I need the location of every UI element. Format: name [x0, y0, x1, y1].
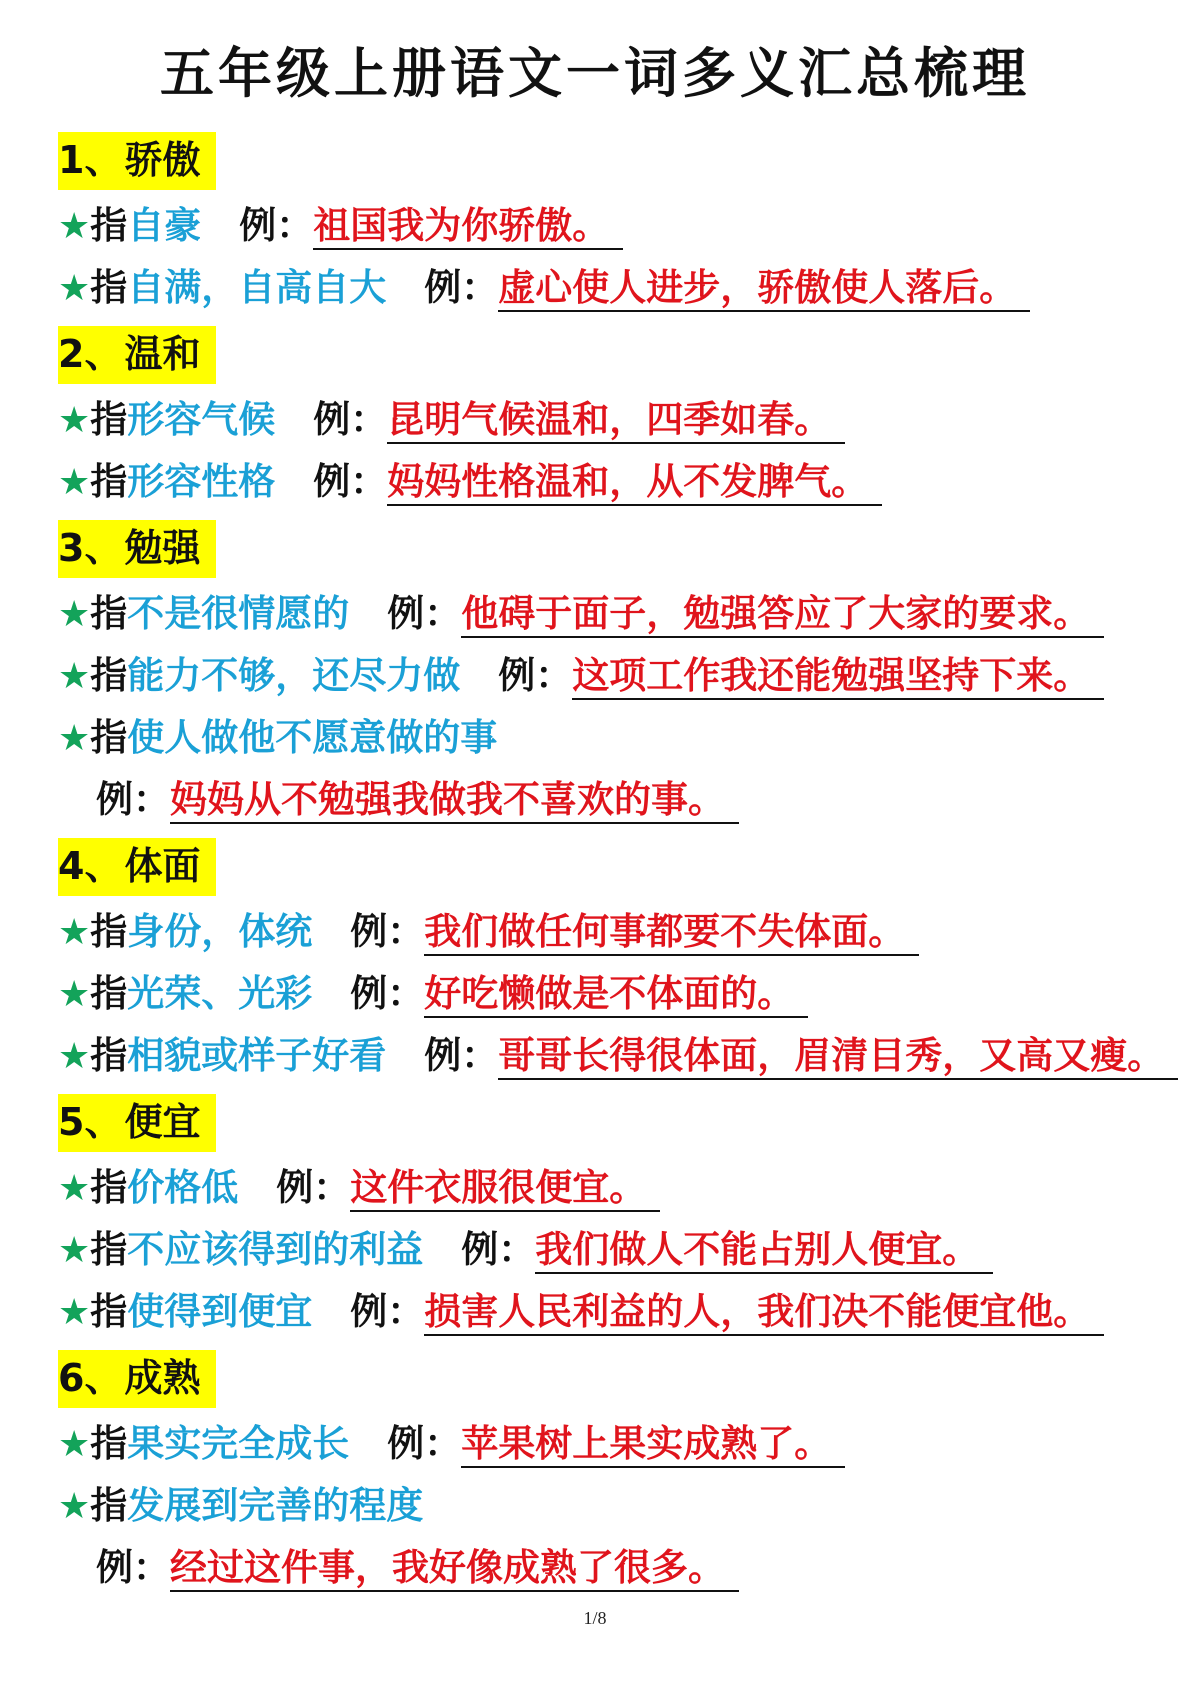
star-icon: ★ — [58, 400, 91, 441]
section-number: 4、 — [58, 844, 123, 888]
zhi-label: 指 — [90, 266, 128, 309]
section-number: 1、 — [58, 138, 123, 182]
section-heading — [58, 1094, 216, 1152]
star-icon: ★ — [58, 206, 91, 247]
star-icon: ★ — [58, 1292, 91, 1333]
zhi-label: 指 — [90, 460, 128, 503]
meaning-text: 相貌或样子好看 — [127, 1034, 387, 1077]
zhi-label: 指 — [90, 972, 128, 1015]
section-number: 6、 — [58, 1356, 123, 1400]
example-label: 例： — [313, 398, 388, 441]
section — [58, 1094, 1168, 1350]
star-icon: ★ — [58, 1036, 91, 1077]
star-icon: ★ — [58, 912, 91, 953]
example-label: 例： — [313, 460, 388, 503]
example-sentence: 昆明气候温和，四季如春。 — [387, 398, 845, 444]
zhi-label: 指 — [90, 1166, 128, 1209]
zhi-label: 指 — [90, 654, 128, 697]
example-label: 例： — [276, 1166, 351, 1209]
section-number: 2、 — [58, 332, 123, 376]
zhi-label: 指 — [90, 1228, 128, 1271]
meaning-text: 不应该得到的利益 — [127, 1228, 424, 1271]
section-word: 体面 — [124, 844, 201, 888]
meaning-entry — [58, 1032, 1168, 1094]
meaning-text: 形容气候 — [127, 398, 276, 441]
meaning-text: 使得到便宜 — [127, 1290, 313, 1333]
section — [58, 1350, 1168, 1606]
zhi-label: 指 — [90, 910, 128, 953]
star-icon: ★ — [58, 1230, 91, 1271]
example-sentence: 经过这件事，我好像成熟了很多。 — [170, 1546, 739, 1592]
meaning-text: 身份，体统 — [127, 910, 313, 953]
section-heading — [58, 132, 216, 190]
section — [58, 132, 1168, 326]
meaning-entry — [58, 1420, 1168, 1482]
section-word: 便宜 — [124, 1100, 201, 1144]
meaning-entry — [58, 1164, 1168, 1226]
example-label: 例： — [350, 910, 425, 953]
zhi-label: 指 — [90, 592, 128, 635]
star-icon: ★ — [58, 718, 91, 759]
example-line — [58, 776, 1168, 838]
section-number: 5、 — [58, 1100, 123, 1144]
example-label: 例： — [424, 1034, 499, 1077]
example-label: 例： — [387, 1422, 462, 1465]
meaning-entry — [58, 264, 1168, 326]
meaning-entry — [58, 1482, 1168, 1544]
example-sentence: 好吃懒做是不体面的。 — [424, 972, 808, 1018]
meaning-text: 自豪 — [127, 204, 202, 247]
example-sentence: 妈妈性格温和，从不发脾气。 — [387, 460, 882, 506]
meaning-entry — [58, 970, 1168, 1032]
star-icon: ★ — [58, 1168, 91, 1209]
page-number: 1/8 — [583, 1608, 607, 1628]
section — [58, 326, 1168, 520]
example-sentence: 我们做任何事都要不失体面。 — [424, 910, 919, 956]
meaning-entry — [58, 908, 1168, 970]
zhi-label: 指 — [90, 1290, 128, 1333]
meaning-text: 发展到完善的程度 — [127, 1484, 424, 1527]
meaning-text: 果实完全成长 — [127, 1422, 350, 1465]
section-heading — [58, 520, 216, 578]
zhi-label: 指 — [90, 398, 128, 441]
zhi-label: 指 — [90, 716, 128, 759]
zhi-label: 指 — [90, 204, 128, 247]
meaning-text: 价格低 — [127, 1166, 239, 1209]
zhi-label: 指 — [90, 1034, 128, 1077]
example-sentence: 我们做人不能占别人便宜。 — [535, 1228, 993, 1274]
meaning-entry — [58, 202, 1168, 264]
section-word: 成熟 — [124, 1356, 201, 1400]
section-heading — [58, 838, 216, 896]
example-sentence: 他碍于面子，勉强答应了大家的要求。 — [461, 592, 1104, 638]
meaning-text: 能力不够，还尽力做 — [127, 654, 461, 697]
example-label: 例： — [461, 1228, 536, 1271]
example-sentence: 哥哥长得很体面，眉清目秀，又高又瘦。 — [498, 1034, 1178, 1080]
example-label: 例： — [239, 204, 314, 247]
meaning-text: 自满，自高自大 — [127, 266, 387, 309]
example-sentence: 损害人民利益的人，我们决不能便宜他。 — [424, 1290, 1104, 1336]
example-sentence: 这件衣服很便宜。 — [350, 1166, 660, 1212]
example-label: 例： — [96, 778, 170, 821]
star-icon: ★ — [58, 268, 91, 309]
meaning-text: 不是很情愿的 — [127, 592, 350, 635]
zhi-label: 指 — [90, 1484, 128, 1527]
star-icon: ★ — [58, 656, 91, 697]
example-sentence: 这项工作我还能勉强坚持下来。 — [572, 654, 1104, 700]
meaning-entry — [58, 458, 1168, 520]
section-heading — [58, 1350, 216, 1408]
section-word: 勉强 — [124, 526, 201, 570]
example-sentence: 妈妈从不勉强我做我不喜欢的事。 — [170, 778, 739, 824]
meaning-text: 使人做他不愿意做的事 — [127, 716, 498, 759]
example-label: 例： — [350, 972, 425, 1015]
star-icon: ★ — [58, 462, 91, 503]
zhi-label: 指 — [90, 1422, 128, 1465]
example-line — [58, 1544, 1168, 1606]
example-sentence: 苹果树上果实成熟了。 — [461, 1422, 845, 1468]
section — [58, 838, 1168, 1094]
section-word: 骄傲 — [124, 138, 201, 182]
meaning-entry — [58, 396, 1168, 458]
example-label: 例： — [387, 592, 462, 635]
section-number: 3、 — [58, 526, 123, 570]
example-label: 例： — [498, 654, 573, 697]
example-label: 例： — [424, 266, 499, 309]
example-label: 例： — [96, 1546, 170, 1589]
meaning-entry — [58, 1226, 1168, 1288]
star-icon: ★ — [58, 1424, 91, 1465]
meaning-entry — [58, 714, 1168, 776]
star-icon: ★ — [58, 1486, 91, 1527]
page-title: 五年级上册语文一词多义汇总梳理 — [160, 41, 1030, 105]
meaning-text: 光荣、光彩 — [127, 972, 313, 1015]
meaning-entry — [58, 590, 1168, 652]
example-sentence: 虚心使人进步，骄傲使人落后。 — [498, 266, 1030, 312]
section-heading — [58, 326, 216, 384]
section — [58, 520, 1168, 838]
section-word: 温和 — [124, 332, 201, 376]
content — [58, 132, 1168, 1606]
example-sentence: 祖国我为你骄傲。 — [313, 204, 623, 250]
meaning-text: 形容性格 — [127, 460, 276, 503]
example-label: 例： — [350, 1290, 425, 1333]
meaning-entry — [58, 652, 1168, 714]
star-icon: ★ — [58, 594, 91, 635]
star-icon: ★ — [58, 974, 91, 1015]
meaning-entry — [58, 1288, 1168, 1350]
